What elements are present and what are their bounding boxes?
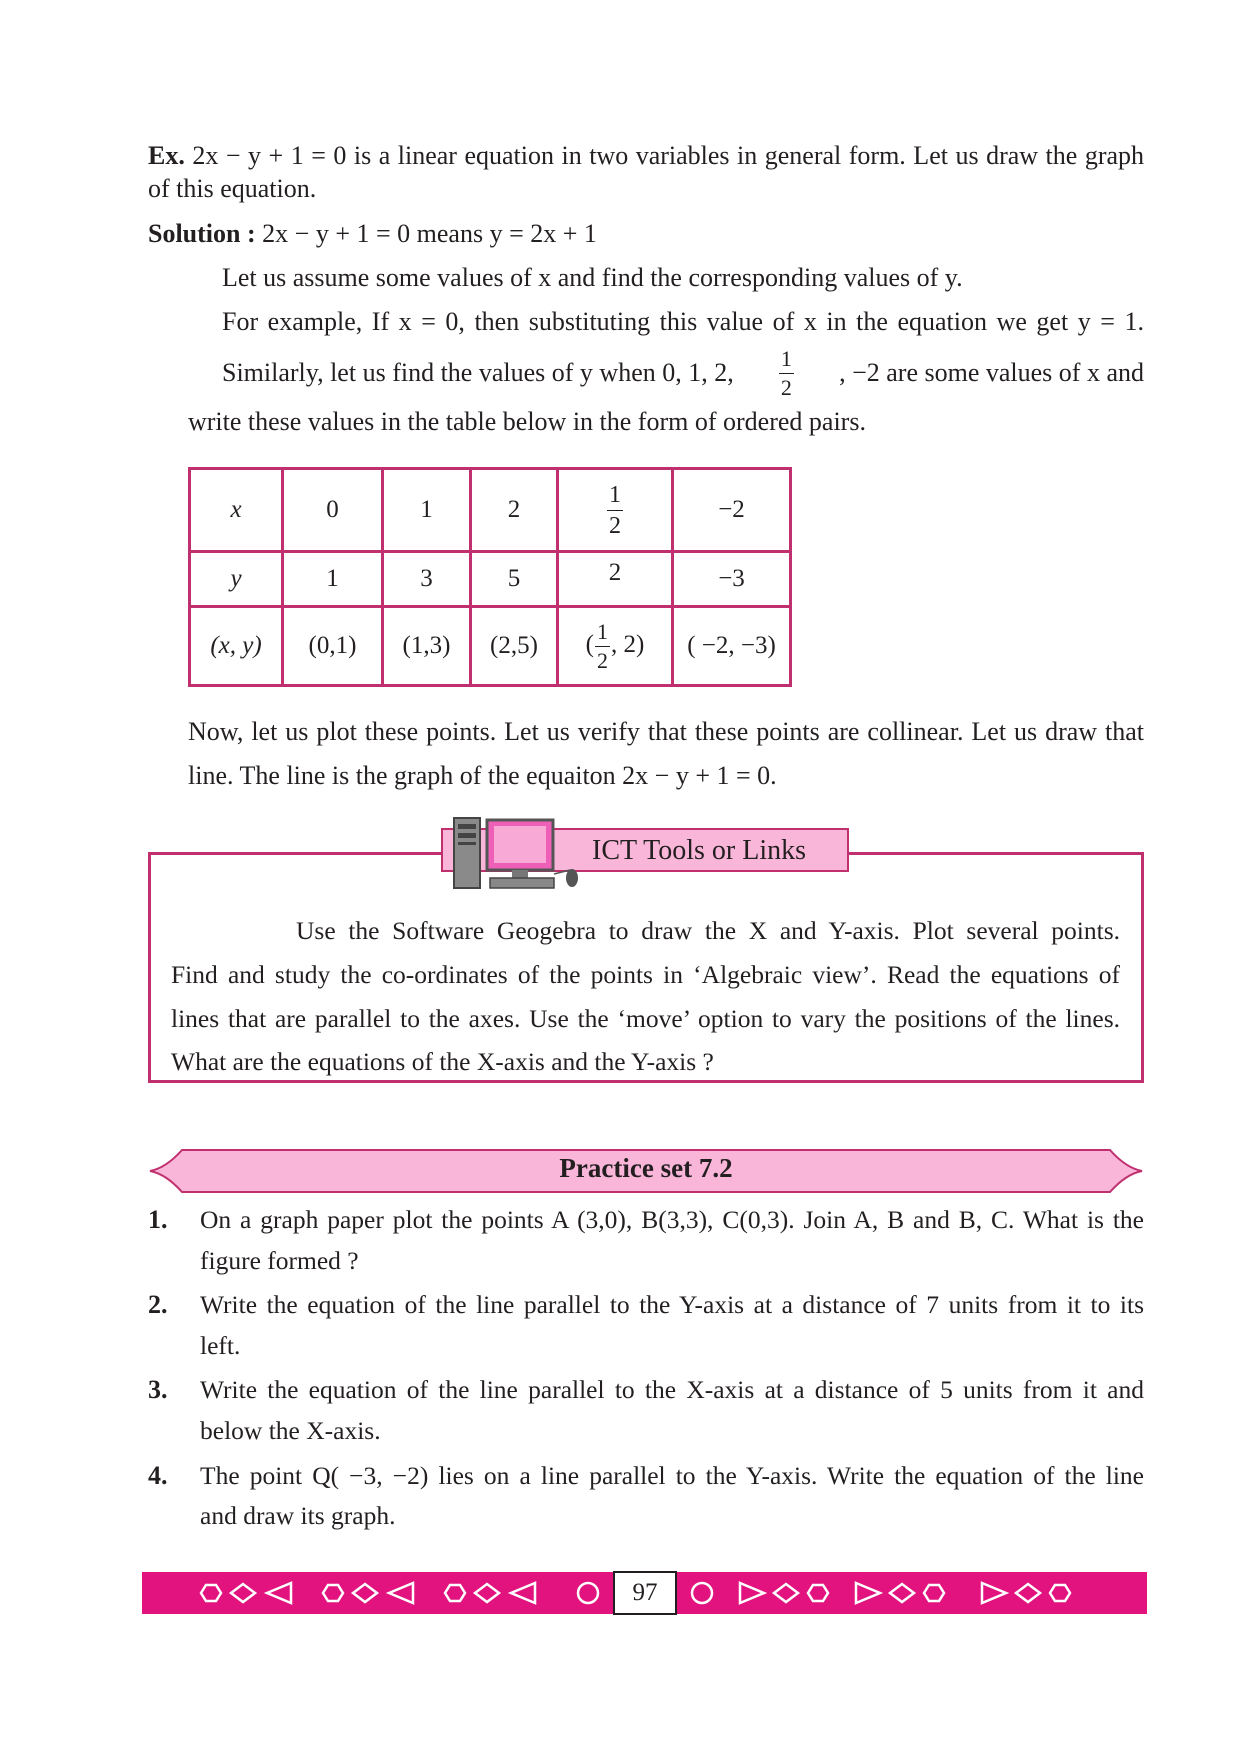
table-cell: 0 xyxy=(283,469,383,552)
question-3-line-1: Write the equation of the line parallel to the X-axis at a distance of 5 units from it and xyxy=(200,1375,1144,1404)
ict-line-3: lines that are parallel to the axes. Use the ‘move’ option to vary the positions of the lines. xyxy=(171,1004,1120,1033)
page-number: 97 xyxy=(613,1571,677,1615)
paragraph-example xyxy=(222,306,1144,339)
example-line-2: of this equation. xyxy=(148,174,317,203)
table-cell: 1 xyxy=(283,552,383,607)
table-cell xyxy=(558,469,673,552)
question-1-line-2: figure formed ? xyxy=(200,1246,359,1275)
question-2-line-1: Write the equation of the line parallel to the Y-axis at a distance of 7 units from it to its xyxy=(200,1290,1144,1319)
example-label: Ex. xyxy=(148,141,185,170)
computer-icon xyxy=(450,814,580,894)
question-2-line-2: left. xyxy=(200,1331,241,1360)
table-cell: y xyxy=(190,552,283,607)
table-cell: 1 xyxy=(383,469,471,552)
fraction-half: $\frac{1}{2}$ xyxy=(609,481,621,539)
paragraph-similarly-text-b: , −2 are some values of x and xyxy=(839,358,1144,388)
table-cell: 2 xyxy=(558,552,673,607)
paragraph-similarly-text-a: Similarly, let us find the values of y when 0, 1, 2, xyxy=(222,358,734,388)
table-row-x xyxy=(190,469,791,552)
example-equation: 2x − y + 1 = 0 xyxy=(192,141,347,170)
table-cell: 2 xyxy=(471,469,558,552)
after-table-line-1: Now, let us plot these points. Let us verify that these points are collinear. Let us draw that xyxy=(188,717,1144,746)
after-table-line-2: line. The line is the graph of the equaiton 2x − y + 1 = 0. xyxy=(188,761,777,790)
table-cell: (1,3) xyxy=(383,607,471,686)
ict-line-2: Find and study the co-ordinates of the points in ‘Algebraic view’. Read the equations of xyxy=(171,960,1120,989)
paragraph-example-text: For example, If x = 0, then substituting this value of x in the equation we get xyxy=(222,307,1069,336)
table-cell: ( $\frac{1}{2}$ , 2) xyxy=(558,607,673,686)
question-number: 3. xyxy=(148,1375,168,1404)
question-4-line-1: The point Q( −3, −2) lies on a line parallel to the Y-axis. Write the equation of the line xyxy=(200,1461,1144,1490)
practice-title: Practice set 7.2 xyxy=(559,1153,733,1183)
footer-decoration-right xyxy=(690,1572,1090,1614)
ict-line-4: What are the equations of the X-axis and the Y-axis ? xyxy=(171,1047,714,1076)
table-cell: 5 xyxy=(471,552,558,607)
fraction-half: $\frac{1}{2}$ xyxy=(780,346,792,400)
table-cell: (2,5) xyxy=(471,607,558,686)
paragraph-similarly-line-2: write these values in the table below in the form of ordered pairs. xyxy=(188,407,866,436)
paragraph-example-result: y = 1. xyxy=(1077,307,1145,336)
solution-label: Solution : xyxy=(148,219,256,248)
question-4-line-2: and draw its graph. xyxy=(200,1501,396,1530)
question-3-line-2: below the X-axis. xyxy=(200,1416,381,1445)
table-row-y xyxy=(190,552,791,607)
values-table xyxy=(188,467,792,687)
table-cell: (x, y) xyxy=(190,607,283,686)
question-1-line-1: On a graph paper plot the points A (3,0), B(3,3), C(0,3). Join A, B and B, C. What is the xyxy=(200,1205,1144,1234)
ict-title: ICT Tools or Links xyxy=(592,835,807,866)
example-text: is a linear equation in two variables in general form. Let us draw the graph xyxy=(353,141,1145,170)
question-number: 2. xyxy=(148,1290,168,1319)
table-cell: −3 xyxy=(673,552,791,607)
table-cell: −2 xyxy=(673,469,791,552)
solution-line xyxy=(148,218,597,251)
table-cell: x xyxy=(190,469,283,552)
question-number: 1. xyxy=(148,1205,168,1234)
example-line-1 xyxy=(148,140,1144,173)
fraction-half: $\frac{1}{2}$ xyxy=(597,618,608,673)
ict-line-1: Use the Software Geogebra to draw the X and Y-axis. Plot several points. xyxy=(296,916,1120,945)
table-cell: (0,1) xyxy=(283,607,383,686)
paragraph-assume: Let us assume some values of x and find the corresponding values of y. xyxy=(222,263,963,292)
table-row-xy xyxy=(190,607,791,686)
paragraph-similarly xyxy=(222,348,1144,399)
solution-text: 2x − y + 1 = 0 means y = 2x + 1 xyxy=(262,219,597,248)
table-cell: ( −2, −3) xyxy=(673,607,791,686)
question-number: 4. xyxy=(148,1461,168,1490)
footer-decoration-left xyxy=(195,1572,605,1614)
table-cell: 3 xyxy=(383,552,471,607)
